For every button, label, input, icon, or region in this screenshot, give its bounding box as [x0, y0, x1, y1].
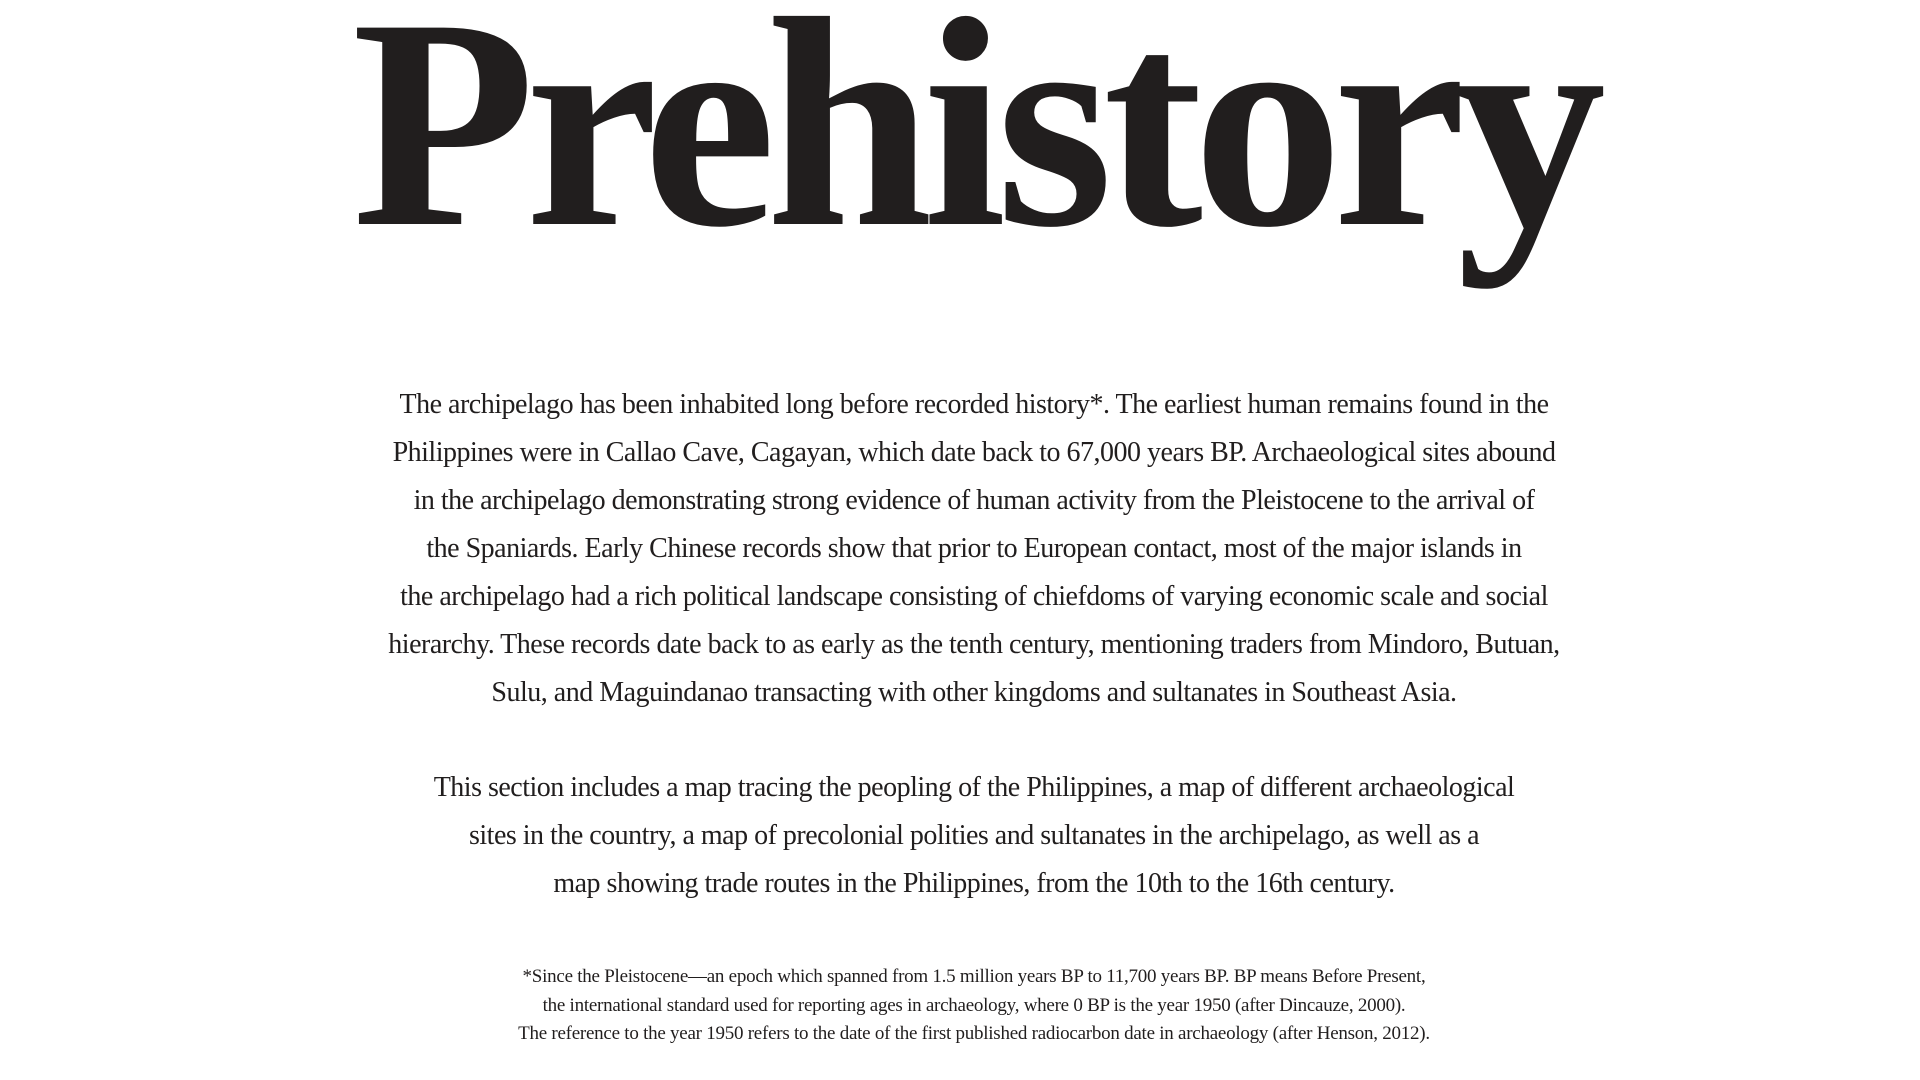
section-description-line: sites in the country, a map of precolonial polities and sultanates in the archipelago, as well as a [468, 820, 1480, 851]
footnote-line: *Since the Pleistocene—an epoch which spanned from 1.5 million years BP to 11,700 years BP. BP means Before Present, [522, 966, 1426, 987]
footnote-line: The reference to the year 1950 refers to the date of the first published radiocarbon date in archaeology (after Henson, 2012). [518, 1023, 1430, 1044]
intro-line: hierarchy. These records date back to as early as the tenth century, mentioning traders from Mindoro, Butuan, [388, 629, 1560, 660]
page-title: Prehistory [351, 0, 1597, 289]
intro-line: in the archipelago demonstrating strong evidence of human activity from the Pleistocene to the arrival of [413, 485, 1535, 516]
section-description-line: map showing trade routes in the Philippines, from the 10th to the 16th century. [553, 868, 1395, 899]
section-description-paragraph [14, 764, 1920, 908]
footnote [14, 963, 1920, 1049]
intro-line: The archipelago has been inhabited long before recorded history*. The earliest human remains found in the [399, 389, 1549, 420]
intro-line: the archipelago had a rich political landscape consisting of chiefdoms of varying economic scale and social [400, 581, 1548, 612]
footnote-line: the international standard used for reporting ages in archaeology, where 0 BP is the year 1950 (after Dincauze, 2000). [542, 994, 1406, 1016]
intro-line: the Spaniards. Early Chinese records show that prior to European contact, most of the major islands in [426, 533, 1522, 564]
intro-paragraph [14, 381, 1920, 717]
intro-line: Philippines were in Callao Cave, Cagayan, which date back to 67,000 years BP. Archaeological sites abound [392, 437, 1556, 468]
intro-line: Sulu, and Maguindanao transacting with other kingdoms and sultanates in Southeast Asia. [491, 677, 1457, 708]
section-description-line: This section includes a map tracing the peopling of the Philippines, a map of different archaeological [433, 772, 1515, 803]
